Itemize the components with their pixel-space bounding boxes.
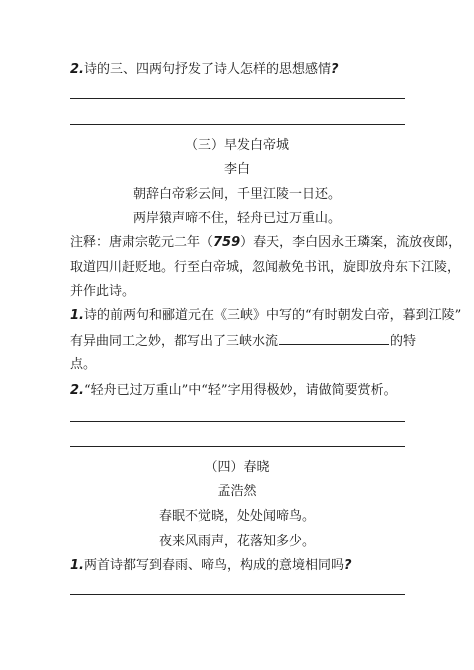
question-1: 1.诗的前两句和郦道元在《三峡》中写的“有时朝发白帝，暮到江陵” (70, 308, 462, 323)
poem-author: 李白 (223, 162, 250, 177)
question-1-cont: 有异曲同工之妙，都写出了三峡水流 的特 (70, 334, 417, 349)
answer-line[interactable] (70, 446, 405, 447)
annotation-line: 并作此诗。 (70, 284, 136, 299)
answer-line[interactable] (70, 421, 405, 422)
annotation-line: 取道四川赶贬地。行至白帝城，忽闻赦免书讯，旋即放舟东下江陵， (70, 260, 461, 275)
poem-line: 春眠不觉晓，处处闻啼鸟。 (158, 509, 315, 524)
poem-line: 夜来风雨声，花落知多少。 (158, 534, 315, 549)
poem-title: （三）早发白帝城 (184, 138, 289, 153)
answer-line[interactable] (70, 124, 405, 125)
question-2: 2.“轻舟已过万重山”中“轻”字用得极妙，请做简要赏析。 (70, 383, 397, 398)
answer-line[interactable] (70, 594, 405, 595)
poem-title: （四）春晓 (204, 460, 270, 475)
poem-author: 孟浩然 (217, 484, 257, 499)
fill-in-blank[interactable] (279, 333, 389, 345)
question-1: 1.两首诗都写到春雨、啼鸟，构成的意境相同吗? (70, 558, 352, 573)
annotation-line: 注释：唐肃宗乾元二年（759）春天，李白因永王璘案，流放夜郎， (70, 235, 462, 250)
question-1-cont: 点。 (70, 357, 97, 372)
poem-line: 两岸猿声啼不住，轻舟已过万重山。 (132, 211, 341, 226)
poem-line: 朝辞白帝彩云间，千里江陵一日还。 (132, 187, 341, 202)
answer-line[interactable] (70, 98, 405, 99)
question-prev-2: 2.诗的三、四两句抒发了诗人怎样的思想感情? (70, 62, 339, 77)
